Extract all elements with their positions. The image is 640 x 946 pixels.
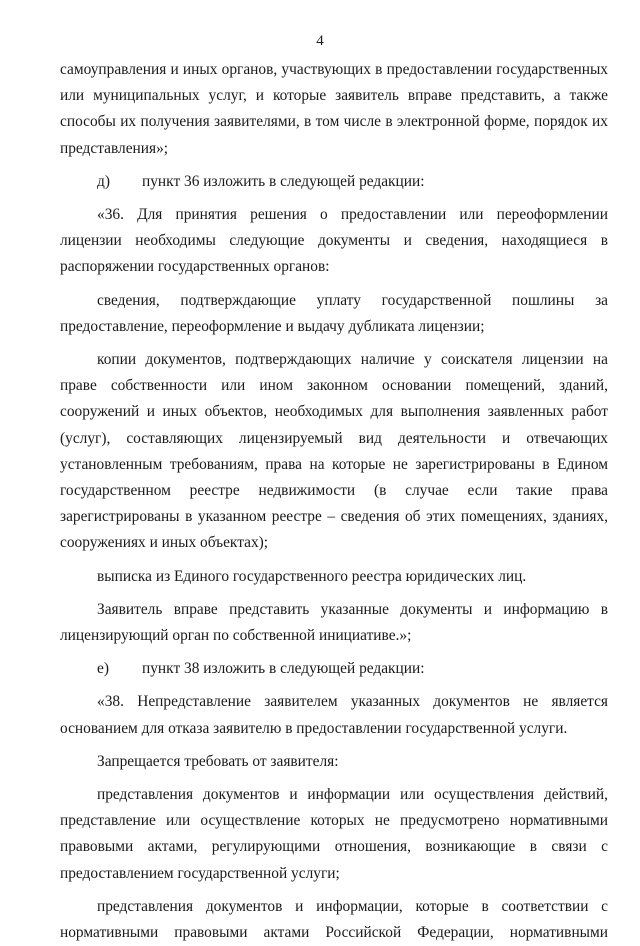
paragraph-applicant-right: Заявитель вправе представить указанные документы и информацию в лицензирующий орган по собственной инициативе.»; <box>60 600 608 645</box>
page-number: 4 <box>316 33 324 49</box>
list-item-letter: е) <box>97 660 109 678</box>
paragraph-continuation: самоуправления и иных органов, участвующих в предоставлении государственных или муниципальных услуг, и которые заявитель вправе представить, а также способы их получения заявителями, в том числе в электронной форме, порядок их представления»; <box>60 61 608 157</box>
document-body <box>60 57 608 946</box>
paragraph-requirement-2: представления документов и информации, которые в соответствии с нормативными правовыми актами Российской Федерации, нормативными <box>60 897 608 942</box>
paragraph-document-copies: копии документов, подтверждающих наличие у соискателя лицензии на праве собственности или ином законном основании помещений, зданий, сооружений и иных объектов, необходимых для выполнения заявленных работ (услуг), составляющих лицензируемый вид деятельности и отвечающих установленным требованиям, права на которые не зарегистрированы в Едином государственном реестре недвижимости (в случае если такие права зарегистрированы в указанном реестре – сведения об этих помещениях, зданиях, сооружениях и иных объектах); <box>60 351 608 552</box>
paragraph-prohibition: Запрещается требовать от заявителя: <box>97 752 339 770</box>
list-item-e <box>60 656 608 682</box>
paragraph-registry-extract: выписка из Единого государственного реестра юридических лиц. <box>97 567 527 585</box>
list-item-letter: д) <box>97 172 110 190</box>
list-item-text: пункт 36 изложить в следующей редакции: <box>142 172 425 190</box>
list-item-text: пункт 38 изложить в следующей редакции: <box>142 660 425 678</box>
paragraph-clause-38: «38. Непредставление заявителем указанных документов не является основанием для отказа заявителю в предоставлении государственной услуги. <box>60 693 608 737</box>
paragraph-clause-36: «36. Для принятия решения о предоставлении или переоформлении лицензии необходимы следующие документы и сведения, находящиеся в распоряжении государственных органов: <box>60 206 608 276</box>
paragraph-state-fee: сведения, подтверждающие уплату государственной пошлины за предоставление, переоформление и выдачу дубликата лицензии; <box>60 291 608 335</box>
list-item-d <box>60 169 608 195</box>
paragraph-requirement-1: представления документов и информации или осуществления действий, представление или осуществление которых не предусмотрено нормативными правовыми актами, регулирующими отношения, возникающие в связи с предоставлением государственной услуги; <box>60 786 608 882</box>
